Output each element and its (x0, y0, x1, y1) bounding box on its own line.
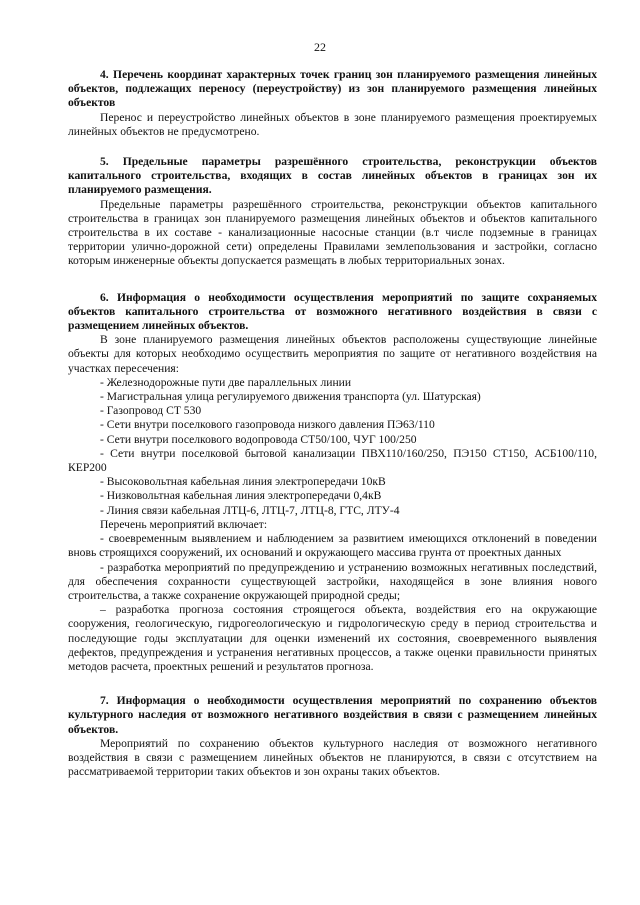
section-7 (68, 694, 597, 779)
section-6-heading: 6. Информация о необходимости осуществления мероприятий по защите сохраняемых объектов капитального строительства от возможного негативного воздействия в связи с размещением линейных объектов. (68, 290, 597, 333)
section-5-heading: 5. Предельные параметры разрешённого строительства, реконструкции объектов капитального строительства, входящих в состав линейных объектов в границах зон их планируемого размещения. (68, 155, 597, 197)
section-4-heading: 4. Перечень координат характерных точек границ зон планируемого размещения линейных объектов, подлежащих переносу (переустройству) из зон планируемого размещения линейных объектов (68, 68, 597, 110)
document-body (68, 68, 597, 779)
section-7-heading: 7. Информация о необходимости осуществления мероприятий по сохранению объектов культурного наследия от возможного негативного воздействия в связи с размещением линейных объектов. (68, 694, 597, 736)
object-list-item: - Высоковольтная кабельная линия электропередачи 10кВ (100, 475, 386, 489)
object-list-item: - Газопровод СТ 530 (100, 404, 202, 418)
object-list-item: - Железнодорожные пути две параллельных линии (100, 375, 352, 389)
section-4 (68, 68, 597, 139)
section-4-body: Перенос и переустройство линейных объектов в зоне планируемого размещения проектируемых линейных объектов не предусмотрено. (68, 110, 597, 138)
object-list-item: - Сети внутри поселковой бытовой канализации ПВХ110/160/250, ПЭ150 СТ150, АСБ100/110, КЕР200 (68, 446, 597, 475)
object-list-item: - Сети внутри поселкового водопровода СТ50/100, ЧУГ 100/250 (100, 432, 417, 446)
section-6 (68, 291, 597, 674)
page-number: 22 (314, 40, 326, 54)
section-6-intro: В зоне планируемого размещения линейных объектов расположены существующие линейные объекты для которых необходимо осуществить мероприятия по защите от негативного воздействия на участках пересечения: (68, 333, 597, 375)
object-list-item: - Линия связи кабельная ЛТЦ-6, ЛТЦ-7, ЛТЦ-8, ГТС, ЛТУ-4 (100, 503, 400, 517)
measure-list-item: – разработка прогноза состояния строящегося объекта, воздействия его на окружающие сооружения, геологическую, гидрогеологическую и гидрологическую среду в период строительства и последующие годы эксплуатации для оценки изменений их состояния, своевременного выявления дефектов, предупреждения и устранения негативных процессов, а также оценки правильности принятых методов расчета, проектных решений и результатов прогноза. (68, 603, 597, 673)
section-5 (68, 155, 597, 269)
measure-list-item: - разработка мероприятий по предупреждению и устранению возможных негативных последствий, для обеспечения сохранности существующей застройки, находящейся в зоне влияния нового строительства, а также сохранение окружающей природной среды; (68, 560, 597, 602)
measures-intro: Перечень мероприятий включает: (100, 517, 268, 531)
object-list-item: - Сети внутри поселкового газопровода низкого давления ПЭ63/110 (100, 418, 435, 432)
section-7-body: Мероприятий по сохранению объектов культурного наследия от возможного негативного воздействия в связи с размещением линейных объектов не планируются, в связи с отсутствием на рассматриваемой территории таких объектов и зон охраны таких объектов. (68, 736, 597, 779)
object-list-item: - Магистральная улица регулируемого движения транспорта (ул. Шатурская) (100, 390, 481, 404)
object-list-item: - Низковольтная кабельная линия электропередачи 0,4кВ (100, 489, 382, 503)
section-5-body: Предельные параметры разрешённого строительства, реконструкции объектов капитального строительства в границах зон планируемого размещения линейных объектов и объектов капитального строительства в их составе - канализационные насосные станции (в.т числе подземные в границах территории улично-дорожной сети) определены Правилами землепользования и застройки, согласно которым инженерные объекты допускается размещать в любых территориальных зонах. (68, 197, 597, 268)
measure-list-item: - своевременным выявлением и наблюдением за развитием имеющихся отклонений в поведении вновь строящихся сооружений, их оснований и окружающего массива грунта от проектных данных (68, 532, 597, 560)
